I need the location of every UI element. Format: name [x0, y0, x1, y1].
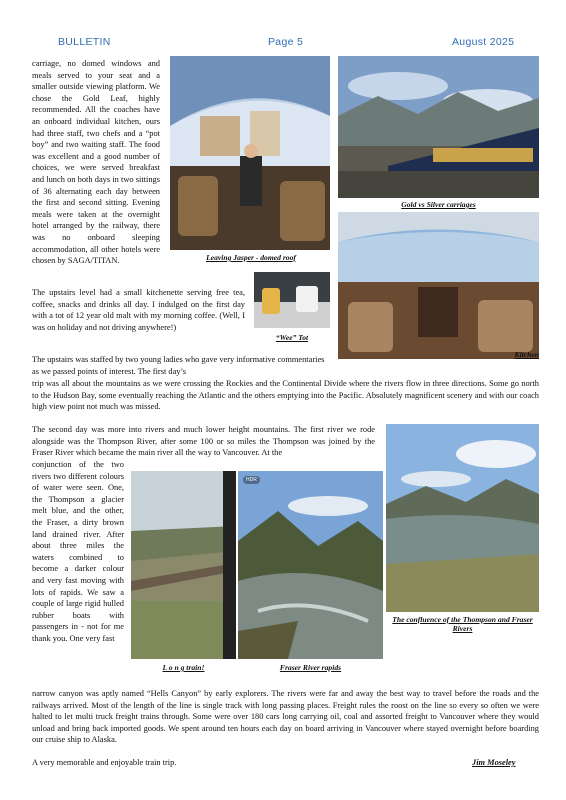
- paragraph-gold-leaf: carriage, no domed windows and meals served to your seat and a smaller outside viewing platform. We chose the Gold Leaf, highly recommended. All the coaches have an onboard individual kitchen, ours had three staff, two chefs and a “pot boy” and two waiting staff. The food was excellent and a good number of choices, we were served breakfast and lunch on both days in two sittings of 36 alternating each day between the first and second sitting. Evening meals were taken at the overnight hotel arranged by the railway, there was no onboard sleeping accommodation, all other hotels were chosen by SAGA/TITAN.: [32, 59, 160, 266]
- caption-leaving-jasper: Leaving Jasper - domed roof: [206, 253, 296, 262]
- photo-kitchen: [338, 212, 539, 359]
- caption-gold-silver: Gold vs Silver carriages: [401, 200, 476, 209]
- photo-domed-roof: [170, 56, 330, 250]
- author-signature: Jim Moseley: [472, 758, 516, 767]
- paragraph-rivers-intro: The second day was more into rivers and much lower height mountains. The first river we rode alongside was the Thompson River, after some 100 or so miles the Thompson was joined by the Fraser River which became the main river all the way to Vancouver. At the: [32, 425, 375, 458]
- issue-date: August 2025: [452, 36, 515, 48]
- photo-confluence: [386, 424, 539, 612]
- caption-wee-tot: “Wee” Tot: [275, 333, 309, 342]
- caption-confluence: The confluence of the Thompson and Fraser Rivers: [392, 615, 533, 633]
- closing-line: A very memorable and enjoyable train trip.: [32, 758, 177, 767]
- photo-wee-tot: [254, 272, 330, 328]
- bulletin-label: BULLETIN: [58, 36, 111, 48]
- caption-kitchen: Kitchen: [514, 350, 539, 359]
- page-number: Page 5: [268, 36, 304, 48]
- photo-fraser-rapids: [238, 471, 383, 659]
- paragraph-confluence: conjunction of the two rivers two different colours of water were seen. One, the Thompson a glacier melt blue, and the other, the Fraser, a dirty brown land drained river. After about three miles the waters combined to become a darker colour and very fast moving with lots of rapids. We saw a couple of large rigid hulled rubber boats with passengers in - not for me thank you. One very fast: [32, 460, 124, 643]
- photo-carriages: [338, 56, 539, 198]
- caption-fraser-rapids: Fraser River rapids: [279, 663, 342, 672]
- paragraph-mountains: trip was all about the mountains as we were crossing the Rockies and the Continental Divide where the rivers flow in three directions. Some go north to the Hudson Bay, some eventually reaching the Atlantic and the others emptying into the Pacific. Absolutely magnificent scenery and with our coach high view point not much was missed.: [32, 379, 539, 412]
- paragraph-kitchenette: The upstairs level had a small kitchenette serving free tea, coffee, snacks and drinks all day. I indulged on the first day with a tot of 12 year old malt with my morning coffee. (Well, I was on holiday and not driving anywhere!): [32, 288, 245, 332]
- paragraph-freight: narrow canyon was aptly named “Hells Canyon” by early explorers. The rivers were far and away the best way to travel before the roads and the railways arrived. Most of the length of the line is single track with long passing places. Freight rules the roost on the line so every so often we were halted to let multi truck freight trains through. Some were over 180 cars long carrying oil, coal and assorted freight to Vancouver where they would unload and bring back imported goods. We spent around ten hours each day on board arriving in Vancouver where stayed overnight before boarding our cruise ship to Alaska.: [32, 689, 539, 745]
- photo-long-train: [131, 471, 236, 659]
- paragraph-commentary-intro: The upstairs was staffed by two young ladies who gave very informative commentaries as we passed points of interest. The first day’s: [32, 355, 325, 376]
- caption-long-train: L o n g train!: [162, 663, 205, 672]
- hdr-badge: HDR: [243, 476, 260, 484]
